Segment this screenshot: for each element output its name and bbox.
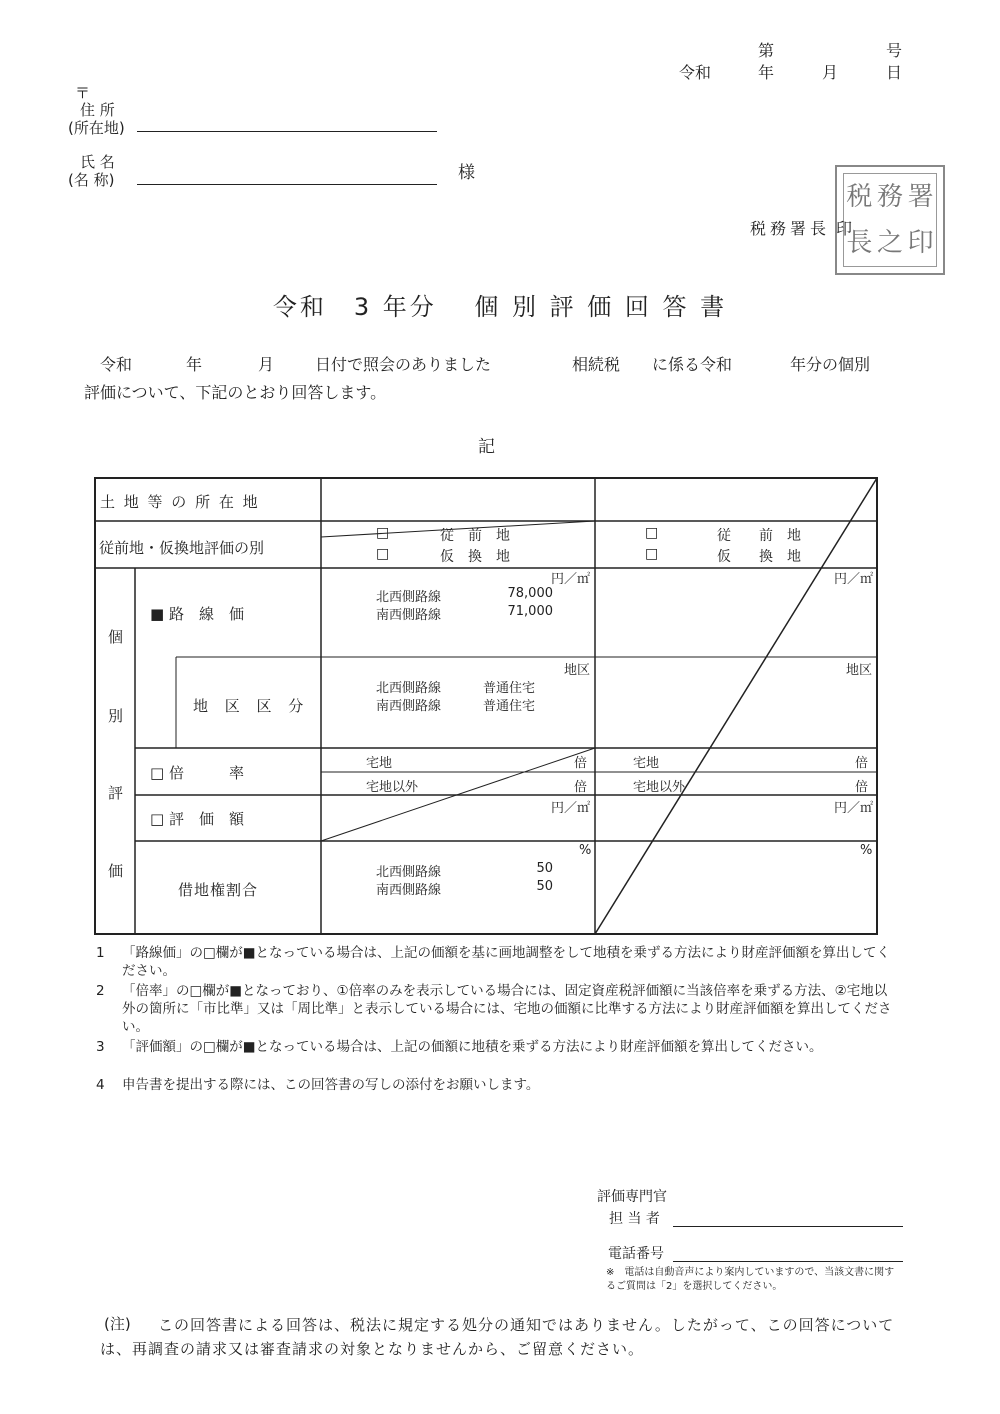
document-title: 令和 3 年分 個 別 評 価 回 答 書 (272, 293, 728, 321)
district-value-1: 普通住宅 (483, 681, 536, 696)
vertical-label-1: 個 (108, 628, 124, 646)
col1-temp-checkbox[interactable]: □ (376, 546, 390, 562)
intro-tsuki: 月 (258, 355, 275, 374)
address-label: 住 所 (80, 101, 115, 119)
note-text: 「評価額」の□欄が■となっている場合は、上記の価額に地積を乗ずる方法により財産評価額を算出してください。 (122, 1039, 823, 1055)
leasehold-unit-col1: % (579, 843, 592, 858)
col2-temp-label: 仮 換 地 (717, 549, 801, 565)
valuation-unit-col1: 円／㎡ (551, 801, 591, 816)
col2-temp-checkbox[interactable]: □ (645, 546, 659, 562)
ratio-non-residential-col2: 宅地以外 (633, 780, 686, 795)
leasehold-value-2: 50 (536, 879, 553, 894)
leasehold-unit-col2: % (860, 843, 873, 858)
vertical-label-2: 別 (108, 707, 124, 725)
location-label: 土 地 等 の 所 在 地 (100, 493, 260, 511)
leasehold-road-1: 北西側路線 (376, 865, 442, 880)
issuer-title: 税務署長 (750, 219, 831, 238)
note-3 (96, 1038, 896, 1056)
note-4 (96, 1076, 896, 1094)
ratio-residential-col1: 宅地 (366, 756, 393, 771)
note-2 (96, 982, 896, 1036)
seal-glyph: 署 (907, 182, 934, 212)
footer-label: (注) (104, 1315, 131, 1333)
contact-phone-note: ※ 電話は自動音声により案内していますので、当該文書に関するご質問は「2」を選択してください。 (606, 1267, 895, 1292)
col1-former-label: 従 前 地 (440, 528, 510, 544)
ratio-unit-col1-a: 倍 (574, 756, 588, 771)
leasehold-value-1: 50 (536, 861, 553, 876)
rosenka-unit-col2: 円／㎡ (834, 572, 874, 587)
date-nen: 年 (758, 63, 775, 82)
col1-former-checkbox[interactable]: □ (376, 525, 390, 541)
seal-glyph: 長 (846, 228, 873, 258)
note-number: 3 (96, 1039, 105, 1055)
col2-former-label: 従 前 地 (717, 528, 801, 544)
valuation-label: □ 評 価 額 (150, 810, 244, 828)
note-number: 2 (96, 983, 105, 999)
leasehold-road-2: 南西側路線 (376, 883, 442, 898)
contact-person: 担 当 者 (609, 1211, 660, 1227)
rosenka-value-2: 71,000 (507, 604, 553, 619)
classification-label: 従前地・仮換地評価の別 (99, 539, 265, 557)
ratio-non-residential-col1: 宅地以外 (366, 780, 419, 795)
note-number: 4 (96, 1077, 105, 1093)
intro-nen: 年 (186, 355, 203, 374)
ratio-unit-col1-b: 倍 (574, 780, 588, 795)
district-road-1: 北西側路線 (376, 681, 442, 696)
note-text: 「路線価」の□欄が■となっている場合は、上記の価額を基に画地調整をして地積を乗ずる方法により財産評価額を算出してください。 (122, 945, 891, 979)
vertical-label-4: 価 (108, 862, 124, 880)
seal-glyph: 印 (907, 228, 934, 258)
col1-temp-label: 仮 換 地 (440, 549, 510, 565)
district-label: 地 区 区 分 (193, 697, 310, 715)
rosenka-unit-col1: 円／㎡ (551, 572, 591, 587)
footer-text: この回答書による回答は、税法に規定する処分の通知ではありません。したがって、この回答については、再調査の請求又は審査請求の対象となりませんから、ご留意ください。 (100, 1316, 895, 1358)
intro-year-part: 年分の個別 (790, 355, 871, 374)
ratio-label: □ 倍 率 (150, 764, 244, 782)
note-number: 1 (96, 945, 105, 961)
intro-tax-type: 相続税 (572, 355, 621, 374)
district-value-2: 普通住宅 (483, 699, 536, 714)
contact-person-line (673, 1226, 903, 1227)
ratio-residential-col2: 宅地 (633, 756, 660, 771)
number-dai: 第 (758, 41, 775, 60)
name-label-sub: (名 称) (68, 171, 115, 189)
district-road-2: 南西側路線 (376, 699, 442, 714)
district-unit-col1: 地区 (564, 663, 591, 678)
date-reiwa: 令和 (679, 63, 712, 82)
intro-date-text: 日付で照会のありました (315, 355, 492, 374)
rosenka-road-1: 北西側路線 (376, 590, 442, 605)
contact-phone: 電話番号 (608, 1246, 664, 1262)
ki-heading: 記 (478, 437, 495, 457)
ratio-unit-col2-a: 倍 (855, 756, 869, 771)
note-text: 「倍率」の□欄が■となっており、①倍率のみを表示している場合には、固定資産税評価額に当該倍率を乗ずる方法、②宅地以外の箇所に「市比準」又は「周比準」と表示している場合には、宅地の価額に比準する方法により財産評価額を算出してください。 (122, 983, 892, 1035)
postal-mark: 〒 (75, 84, 91, 102)
sama-honorific: 様 (458, 163, 475, 183)
ratio-unit-col2-b: 倍 (855, 780, 869, 795)
date-tsuki: 月 (822, 63, 839, 82)
seal-glyph: 務 (876, 182, 903, 212)
col2-former-checkbox[interactable]: □ (645, 525, 659, 541)
address-label-sub: (所在地) (68, 119, 125, 137)
district-unit-col2: 地区 (846, 663, 873, 678)
seal-glyph: 之 (876, 228, 903, 258)
number-go: 号 (886, 41, 903, 60)
seal-in-char: 印 (836, 219, 853, 238)
name-label: 氏 名 (80, 153, 115, 171)
note-1 (96, 944, 896, 980)
rosenka-value-1: 78,000 (507, 586, 553, 601)
leasehold-label: 借地権割合 (178, 881, 259, 899)
intro-relating: に係る令和 (652, 355, 733, 374)
intro-reiwa: 令和 (100, 355, 133, 374)
valuation-unit-col2: 円／㎡ (834, 801, 874, 816)
contact-phone-line (673, 1261, 903, 1262)
intro-line2: 評価について、下記のとおり回答します。 (84, 383, 387, 402)
rosenka-road-2: 南西側路線 (376, 608, 442, 623)
vertical-label-3: 評 (108, 784, 124, 802)
note-text: 申告書を提出する際には、この回答書の写しの添付をお願いします。 (122, 1077, 540, 1093)
date-hi: 日 (886, 63, 903, 82)
rosenka-label: ■ 路 線 価 (150, 605, 244, 623)
seal-glyph: 税 (846, 182, 873, 212)
contact-specialist: 評価専門官 (597, 1189, 667, 1205)
